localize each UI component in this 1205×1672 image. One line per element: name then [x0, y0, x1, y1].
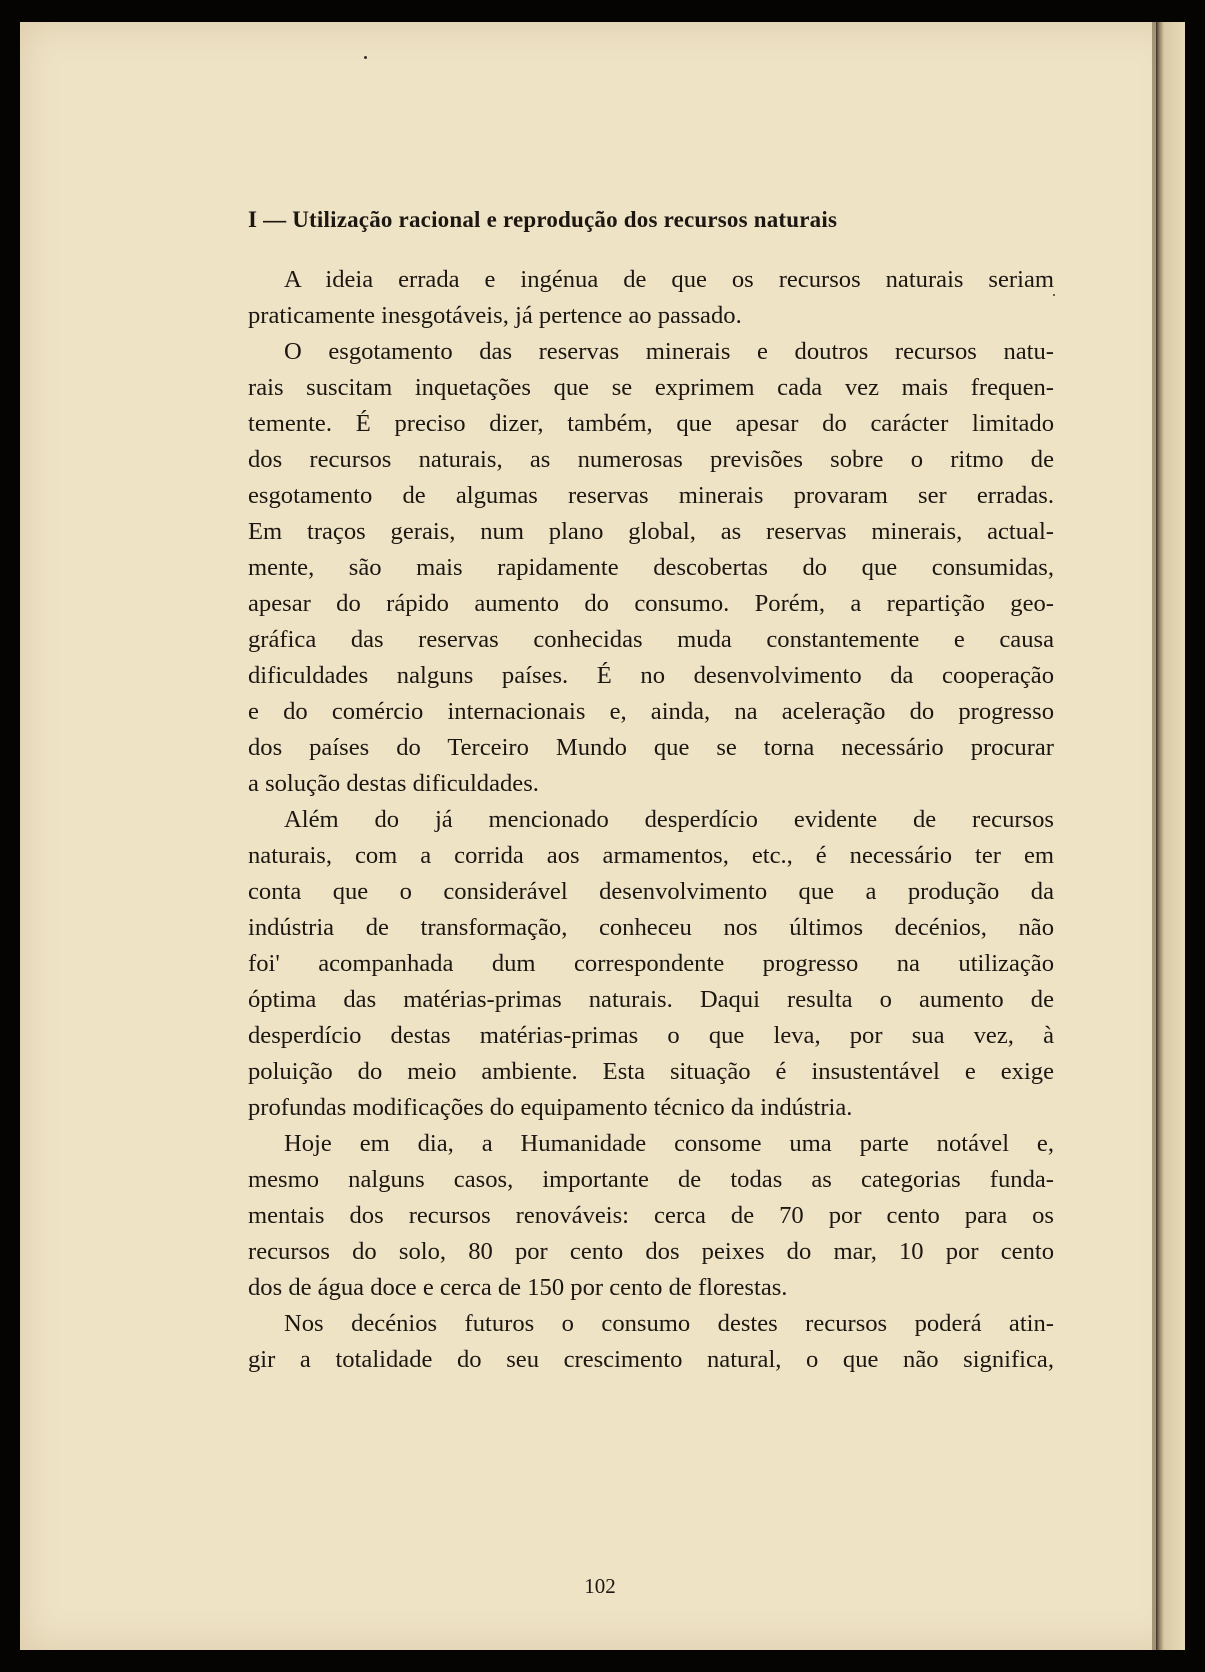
adjacent-page-edge	[1156, 22, 1185, 1650]
text-line: gráfica das reservas conhecidas muda constantemente e causa	[248, 626, 1054, 653]
text-line: apesar do rápido aumento do consumo. Porém, a repartição geo-	[248, 590, 1054, 617]
text-line: praticamente inesgotáveis, já pertence ao passado.	[248, 302, 742, 329]
text-line: Em traços gerais, num plano global, as reservas minerais, actual-	[248, 518, 1054, 545]
text-line: e do comércio internacionais e, ainda, na aceleração do progresso	[248, 698, 1054, 725]
paragraph	[248, 1126, 1054, 1306]
book-page	[20, 22, 1180, 1650]
ink-speck	[364, 56, 367, 59]
text-line: naturais, com a corrida aos armamentos, etc., é necessário ter em	[248, 842, 1054, 869]
text-line: dos recursos naturais, as numerosas previsões sobre o ritmo de	[248, 446, 1054, 473]
text-line: a solução destas dificuldades.	[248, 770, 539, 797]
paragraph	[248, 334, 1054, 802]
text-line: óptima das matérias-primas naturais. Daqui resulta o aumento de	[248, 986, 1054, 1013]
text-line: foi' acompanhada dum correspondente progresso na utilização	[248, 950, 1054, 977]
text-line: dificuldades nalguns países. É no desenvolvimento da cooperação	[248, 662, 1054, 689]
text-line: mente, são mais rapidamente descobertas do que consumidas,	[248, 554, 1054, 581]
text-line: Nos decénios futuros o consumo destes recursos poderá atin-	[284, 1310, 1054, 1337]
text-line: Hoje em dia, a Humanidade consome uma parte notável e,	[284, 1130, 1054, 1157]
text-line: dos de água doce e cerca de 150 por cento de florestas.	[248, 1274, 788, 1301]
section-heading: I — Utilização racional e reprodução dos recursos naturais	[248, 207, 838, 232]
text-line: conta que o considerável desenvolvimento que a produção da	[248, 878, 1054, 905]
text-line: temente. É preciso dizer, também, que apesar do carácter limitado	[248, 410, 1054, 437]
body-text	[248, 262, 1054, 1378]
text-line: recursos do solo, 80 por cento dos peixes do mar, 10 por cento	[248, 1238, 1054, 1265]
text-line: poluição do meio ambiente. Esta situação é insustentável e exige	[248, 1058, 1054, 1085]
paragraph	[248, 262, 1054, 334]
text-line: mesmo nalguns casos, importante de todas as categorias funda-	[248, 1166, 1054, 1193]
text-line: mentais dos recursos renováveis: cerca de 70 por cento para os	[248, 1202, 1054, 1229]
text-line: esgotamento de algumas reservas minerais provaram ser erradas.	[248, 482, 1054, 509]
page-content	[248, 202, 1054, 1378]
paragraph	[248, 802, 1054, 1126]
text-line: gir a totalidade do seu crescimento natural, o que não significa,	[248, 1346, 1054, 1373]
text-line: dos países do Terceiro Mundo que se torna necessário procurar	[248, 734, 1054, 761]
text-line: O esgotamento das reservas minerais e doutros recursos natu-	[284, 338, 1054, 365]
text-line: rais suscitam inquetações que se exprimem cada vez mais frequen-	[248, 374, 1054, 401]
text-line: desperdício destas matérias-primas o que leva, por sua vez, à	[248, 1022, 1054, 1049]
text-line: Além do já mencionado desperdício evidente de recursos	[284, 806, 1054, 833]
page-number: 102	[584, 1574, 616, 1598]
text-line: A ideia errada e ingénua de que os recursos naturais seriam	[284, 266, 1054, 293]
text-line: indústria de transformação, conheceu nos últimos decénios, não	[248, 914, 1054, 941]
paragraph	[248, 1306, 1054, 1378]
text-line: profundas modificações do equipamento técnico da indústria.	[248, 1094, 853, 1121]
